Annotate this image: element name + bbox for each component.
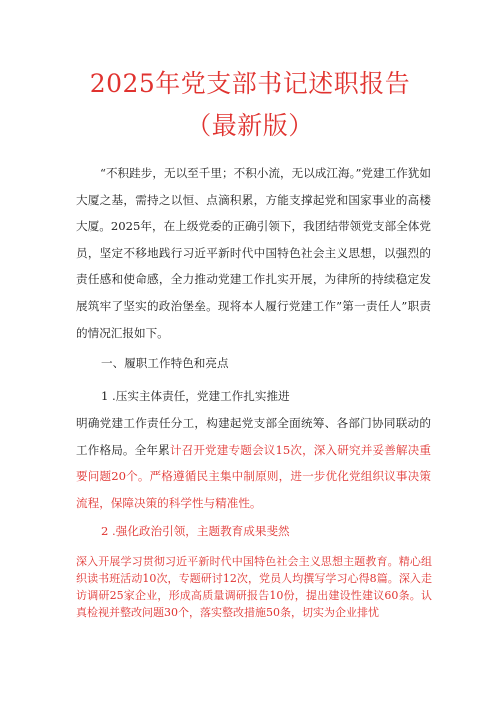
item1-paragraph [76,410,431,516]
item1-text-highlight: 计召开党建专题会议15次，深入研究并妥善解决重要问题20个。严格遵循民主集中制原则，进一步优化党组织议事决策流程，保障决策的科学性与精准性。 [76,442,431,510]
intro-paragraph: “不积跬步，无以至千里；不积小流，无以成江海。”党建工作犹如大厦之基，需持之以恒、点滴积累，方能支撑起党和国家事业的高楼大厦。2025年，在上级党委的正确引领下，我团结带领党支部全体党员，坚定不移地践行习近平新时代中国特色社会主义思想，以强烈的责任感和使命感，全力推动党建工作扎实开展，为律所的持续稳定发展筑牢了坚实的政治堡垒。现将本人履行党建工作”第一责任人”职责的情况汇报如下。 [76,166,431,340]
item2-heading: 2 .强化政治引领，主题教育成果斐然 [101,524,290,538]
item1-heading: 1 .压实主体责任，党建工作扎实推进 [101,389,290,403]
section-heading: 一、履职工作特色和亮点 [101,356,229,370]
item1-text-plain: 明确党建工作责任分工，构建起党支部全面统筹、各部门协同联动的工作格局。全年累 [76,416,431,457]
document-subtitle: （最新版） [186,111,314,140]
document-title: 2025年党支部书记述职报告 [89,69,411,98]
item2-paragraph: 深入开展学习贯彻习近平新时代中国特色社会主义思想主题教育。精心组织读书班活动10次，专题研讨12次，党员人均撰写学习心得8篇。深入走访调研25家企业，形成高质量调研报告10份，提出建设性建议60条。认真检视并整改问题30个，落实整改措施50条，切实为企业排忧 [76,555,432,619]
